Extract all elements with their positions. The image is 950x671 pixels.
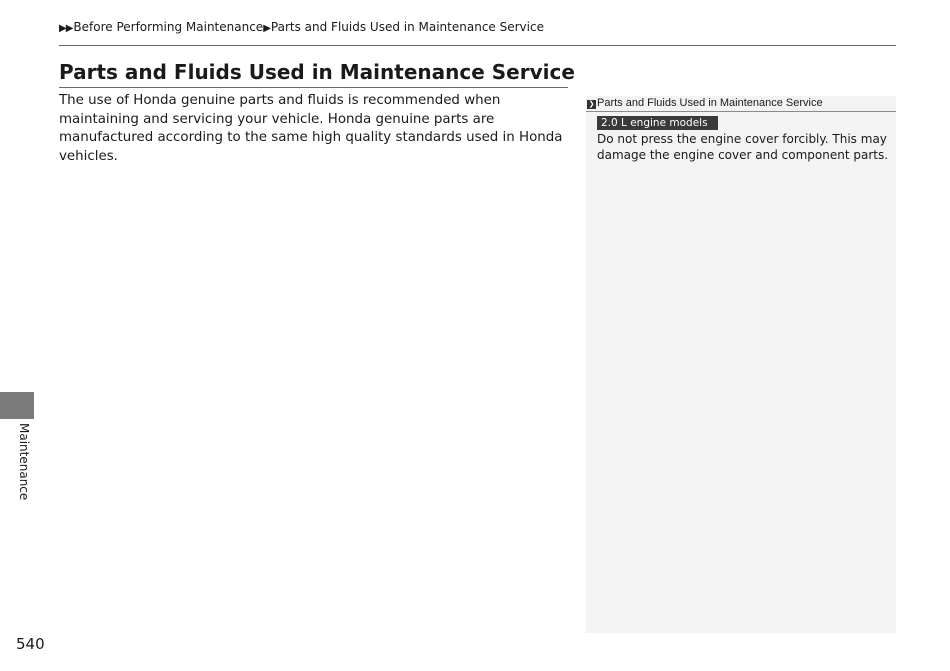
page-title: Parts and Fluids Used in Maintenance Service bbox=[59, 60, 575, 84]
sidebar-note-text: Do not press the engine cover forcibly. This may damage the engine cover and component parts. bbox=[597, 132, 889, 162]
title-divider bbox=[59, 87, 568, 88]
page-number: 540 bbox=[16, 635, 45, 653]
sidebar-heading[interactable] bbox=[586, 96, 896, 112]
reference-arrow-icon: ❯ bbox=[588, 101, 595, 108]
breadcrumb-arrow-icon: ▶ bbox=[263, 23, 270, 34]
section-tab-label: Maintenance bbox=[17, 423, 31, 501]
header-divider bbox=[59, 45, 896, 46]
breadcrumb-arrow-icon: ▶▶ bbox=[59, 23, 73, 34]
section-tab-marker bbox=[0, 392, 34, 419]
breadcrumb bbox=[59, 19, 896, 37]
sidebar-note-box bbox=[586, 96, 896, 633]
sidebar-heading-text: Parts and Fluids Used in Maintenance Service bbox=[597, 97, 823, 109]
body-paragraph: The use of Honda genuine parts and fluids is recommended when maintaining and servicing your vehicle. Honda genuine parts are manufactured according to the same high quality standards used in Honda vehicles. bbox=[59, 93, 563, 164]
breadcrumb-current: Parts and Fluids Used in Maintenance Service bbox=[270, 20, 544, 34]
breadcrumb-link-before-maintenance[interactable]: Before Performing Maintenance bbox=[73, 20, 264, 34]
engine-model-badge: 2.0 L engine models bbox=[597, 116, 718, 130]
